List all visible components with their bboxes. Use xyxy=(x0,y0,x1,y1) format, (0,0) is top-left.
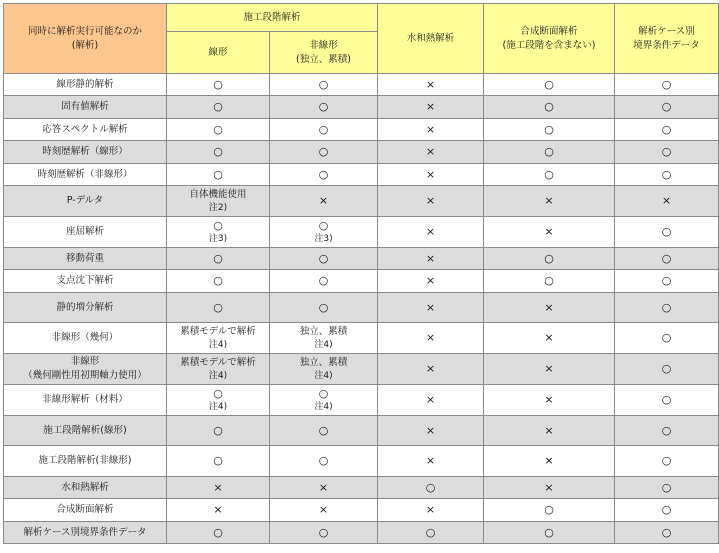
cell-value: ○ xyxy=(544,503,554,516)
cell-value: 独立、累積 xyxy=(299,325,348,337)
linear-cell xyxy=(167,477,270,499)
case-boundary-cell xyxy=(615,164,719,186)
nonlinear-cell xyxy=(270,385,378,416)
cell-value: ○ xyxy=(661,480,672,494)
cell-value: ○ xyxy=(318,77,329,91)
hydration-cell xyxy=(378,499,484,522)
case-boundary-cell xyxy=(615,119,719,141)
case-boundary-cell xyxy=(615,477,719,499)
cell-value: ○ xyxy=(213,386,223,400)
case-boundary-cell xyxy=(615,354,719,385)
cell-value: × xyxy=(544,331,554,344)
cell-value: × xyxy=(425,454,436,467)
composite-cell xyxy=(484,385,615,416)
row-label xyxy=(4,385,167,416)
row-label xyxy=(4,446,167,477)
hydration-cell xyxy=(378,522,484,544)
case-boundary-cell xyxy=(615,499,719,522)
row-label-line: 移動荷重 xyxy=(65,252,104,264)
cell-value: 独立、累積 xyxy=(299,356,348,368)
row-label-line: 非線形 xyxy=(70,356,100,367)
cell-value: ○ xyxy=(318,145,329,158)
cell-value: ○ xyxy=(213,145,223,158)
composite-cell xyxy=(484,323,615,354)
row-label xyxy=(4,186,167,217)
hydration-cell xyxy=(378,323,484,354)
table-row xyxy=(4,499,719,522)
table-row xyxy=(4,141,719,164)
hydration-cell xyxy=(378,446,484,477)
row-label xyxy=(4,248,167,270)
cell-value: ○ xyxy=(544,100,554,113)
cell-value: × xyxy=(544,225,554,238)
cell-value: ○ xyxy=(661,100,672,113)
cell-value: ○ xyxy=(661,167,672,181)
hydration-cell xyxy=(378,217,484,248)
cell-value: ○ xyxy=(661,145,672,158)
row-label-line: 非線形（幾何） xyxy=(51,332,119,343)
cell-value: ○ xyxy=(661,300,672,314)
composite-cell xyxy=(484,270,615,293)
note-ref: 注4) xyxy=(208,401,228,412)
cell-value: × xyxy=(544,480,554,494)
hydration-cell xyxy=(378,270,484,293)
cell-value: ○ xyxy=(661,225,672,238)
nonlinear-subheader-line1: 非線形 xyxy=(309,39,338,51)
cell-value: × xyxy=(544,194,554,207)
composite-cell xyxy=(484,477,615,499)
note-ref: 注4) xyxy=(314,370,333,381)
hydration-cell xyxy=(378,293,484,323)
hydration-cell xyxy=(378,96,484,119)
row-label-line: 施工段階解析(線形) xyxy=(43,424,127,436)
row-label-line: 解析ケース別境界条件データ xyxy=(23,526,147,538)
row-label-line: P-デルタ xyxy=(66,195,104,206)
cell-value: 累積モデルで解析 xyxy=(180,325,256,337)
linear-cell xyxy=(167,270,270,293)
table-row xyxy=(4,385,719,416)
cell-value: × xyxy=(544,454,554,467)
cell-value: ○ xyxy=(318,454,329,467)
nonlinear-cell xyxy=(270,354,378,385)
nonlinear-cell xyxy=(270,186,378,217)
row-label xyxy=(4,217,167,248)
table-row xyxy=(4,446,719,477)
cell-value: ○ xyxy=(661,362,672,375)
composite-cell xyxy=(484,96,615,119)
cell-value: 自体機能使用 xyxy=(189,188,247,200)
cell-value: × xyxy=(425,331,436,344)
composite-cell xyxy=(484,416,615,446)
hydration-cell xyxy=(378,164,484,186)
cell-value: × xyxy=(544,362,554,375)
table-row xyxy=(4,217,719,248)
cell-value: ○ xyxy=(661,525,672,539)
nonlinear-cell xyxy=(270,141,378,164)
linear-cell xyxy=(167,119,270,141)
table-row xyxy=(4,74,719,96)
row-label xyxy=(4,119,167,141)
table-row xyxy=(4,186,719,217)
cell-value: ○ xyxy=(544,145,554,158)
row-label xyxy=(4,416,167,446)
corner-header-line1: 同時に解析実行可能なのか xyxy=(27,25,142,37)
case-boundary-header-line2: 境界条件データ xyxy=(633,39,700,51)
cell-value: ○ xyxy=(213,525,223,539)
row-label xyxy=(4,354,167,385)
case-boundary-header xyxy=(615,4,719,74)
linear-cell xyxy=(167,74,270,96)
cell-value: × xyxy=(425,122,436,136)
cell-value: × xyxy=(425,503,436,516)
nonlinear-cell xyxy=(270,248,378,270)
row-label-line: 静的増分解析 xyxy=(56,301,114,313)
case-boundary-cell xyxy=(615,74,719,96)
row-label-line: 時刻歴解析（非線形） xyxy=(37,168,133,180)
composite-section-header xyxy=(484,4,615,74)
cell-value: ○ xyxy=(318,167,329,181)
hydration-cell xyxy=(378,416,484,446)
compatibility-table xyxy=(3,3,719,544)
linear-cell xyxy=(167,248,270,270)
cell-value: × xyxy=(425,225,436,238)
case-boundary-cell xyxy=(615,385,719,416)
cell-value: ○ xyxy=(661,274,672,287)
nonlinear-cell xyxy=(270,164,378,186)
nonlinear-cell xyxy=(270,416,378,446)
case-boundary-cell xyxy=(615,522,719,544)
cell-value: × xyxy=(425,362,436,375)
composite-cell xyxy=(484,119,615,141)
row-label xyxy=(4,323,167,354)
cell-value: ○ xyxy=(425,525,436,539)
cell-value: ○ xyxy=(544,525,554,539)
case-boundary-cell xyxy=(615,270,719,293)
cell-value: ○ xyxy=(661,454,672,467)
row-label xyxy=(4,270,167,293)
nonlinear-cell xyxy=(270,293,378,323)
cell-value: × xyxy=(318,503,329,516)
nonlinear-cell xyxy=(270,96,378,119)
cell-value: × xyxy=(661,194,672,207)
composite-cell xyxy=(484,354,615,385)
composite-cell xyxy=(484,74,615,96)
table-row xyxy=(4,416,719,446)
table-row xyxy=(4,270,719,293)
cell-value: × xyxy=(213,503,223,516)
case-boundary-header-line1: 解析ケース別 xyxy=(638,25,695,37)
cell-value: × xyxy=(425,167,436,181)
nonlinear-cell xyxy=(270,499,378,522)
construction-stage-header: 施工段階解析 xyxy=(167,4,378,32)
linear-cell xyxy=(167,293,270,323)
nonlinear-subheader xyxy=(270,32,378,74)
table-row xyxy=(4,164,719,186)
cell-value: ○ xyxy=(425,480,436,494)
nonlinear-cell xyxy=(270,270,378,293)
case-boundary-cell xyxy=(615,217,719,248)
cell-value: ○ xyxy=(318,525,329,539)
cell-value: × xyxy=(544,423,554,437)
linear-cell xyxy=(167,499,270,522)
note-ref: 注4) xyxy=(314,401,333,412)
cell-value: ○ xyxy=(661,122,672,136)
linear-cell xyxy=(167,186,270,217)
row-label xyxy=(4,477,167,499)
composite-cell xyxy=(484,446,615,477)
case-boundary-cell xyxy=(615,141,719,164)
table-row xyxy=(4,354,719,385)
table-row xyxy=(4,96,719,119)
hydration-cell xyxy=(378,477,484,499)
cell-value: × xyxy=(425,145,436,158)
hydration-cell xyxy=(378,141,484,164)
row-label-line: 応答スペクトル解析 xyxy=(42,123,128,135)
composite-cell xyxy=(484,248,615,270)
table-row xyxy=(4,522,719,544)
row-label-line: 支点沈下解析 xyxy=(56,275,114,286)
row-label-line: 施工段階解析(非線形) xyxy=(38,455,132,466)
cell-value: ○ xyxy=(318,122,329,136)
cell-value: × xyxy=(544,300,554,314)
cell-value: ○ xyxy=(213,218,223,232)
cell-value: × xyxy=(425,393,436,406)
table-row xyxy=(4,477,719,499)
row-label-line: （幾何剛性用初期軸力使用） xyxy=(23,370,147,381)
cell-value: ○ xyxy=(213,274,223,287)
cell-value: × xyxy=(544,393,554,406)
composite-cell xyxy=(484,499,615,522)
cell-value: × xyxy=(425,423,436,437)
cell-value: ○ xyxy=(661,251,672,265)
composite-cell xyxy=(484,522,615,544)
linear-cell xyxy=(167,522,270,544)
nonlinear-subheader-line2: (独立、累積) xyxy=(296,53,351,65)
nonlinear-cell xyxy=(270,323,378,354)
cell-value: ○ xyxy=(661,77,672,91)
composite-cell xyxy=(484,186,615,217)
nonlinear-cell xyxy=(270,74,378,96)
row-label-line: 合成断面解析 xyxy=(56,504,114,515)
nonlinear-cell xyxy=(270,477,378,499)
cell-value: ○ xyxy=(318,100,329,113)
composite-header-line1: 合成断面解析 xyxy=(520,25,578,37)
row-label xyxy=(4,96,167,119)
note-ref: 注4) xyxy=(314,339,333,350)
cell-value: ○ xyxy=(213,77,223,91)
row-label-line: 時刻歴解析（線形） xyxy=(42,146,128,157)
row-label xyxy=(4,293,167,323)
composite-cell xyxy=(484,217,615,248)
row-label-line: 水和熱解析 xyxy=(61,481,109,493)
cell-value: ○ xyxy=(318,274,329,287)
note-ref: 注2) xyxy=(208,202,228,213)
row-label xyxy=(4,522,167,544)
hydration-cell xyxy=(378,248,484,270)
cell-value: × xyxy=(213,480,223,494)
linear-cell xyxy=(167,446,270,477)
note-ref: 注4) xyxy=(208,370,228,381)
cell-value: × xyxy=(425,77,436,91)
cell-value: ○ xyxy=(544,251,554,265)
composite-cell xyxy=(484,293,615,323)
linear-cell xyxy=(167,354,270,385)
cell-value: ○ xyxy=(318,300,329,314)
cell-value: ○ xyxy=(661,503,672,516)
cell-value: × xyxy=(425,194,436,207)
cell-value: ○ xyxy=(544,274,554,287)
corner-header-line2: (解析) xyxy=(71,39,99,51)
cell-value: ○ xyxy=(213,251,223,265)
cell-value: 累積モデルで解析 xyxy=(180,356,256,368)
linear-subheader: 線形 xyxy=(167,32,270,74)
row-label xyxy=(4,141,167,164)
row-label-line: 線形静的解析 xyxy=(56,78,114,90)
linear-cell xyxy=(167,96,270,119)
cell-value: × xyxy=(425,274,436,287)
nonlinear-cell xyxy=(270,119,378,141)
hydration-cell xyxy=(378,119,484,141)
linear-cell xyxy=(167,416,270,446)
cell-value: ○ xyxy=(213,122,223,136)
note-ref: 注3) xyxy=(314,233,333,244)
case-boundary-cell xyxy=(615,186,719,217)
hydration-header: 水和熱解析 xyxy=(378,4,484,74)
row-label-line: 固有値解析 xyxy=(61,101,109,112)
row-label-line: 非線形解析（材料） xyxy=(42,394,128,405)
row-label xyxy=(4,74,167,96)
cell-value: ○ xyxy=(213,167,223,181)
cell-value: ○ xyxy=(318,423,329,437)
table-row xyxy=(4,293,719,323)
note-ref: 注3) xyxy=(208,233,228,244)
composite-cell xyxy=(484,141,615,164)
case-boundary-cell xyxy=(615,293,719,323)
table-row xyxy=(4,119,719,141)
linear-cell xyxy=(167,141,270,164)
cell-value: × xyxy=(318,194,329,207)
nonlinear-cell xyxy=(270,522,378,544)
cell-value: × xyxy=(425,300,436,314)
hydration-cell xyxy=(378,186,484,217)
cell-value: ○ xyxy=(544,77,554,91)
nonlinear-cell xyxy=(270,217,378,248)
cell-value: ○ xyxy=(544,167,554,181)
nonlinear-cell xyxy=(270,446,378,477)
case-boundary-cell xyxy=(615,446,719,477)
row-label xyxy=(4,499,167,522)
composite-header-line2: (施工段階を含まない) xyxy=(502,39,596,51)
cell-value: ○ xyxy=(661,331,672,344)
cell-value: ○ xyxy=(661,393,672,406)
cell-value: ○ xyxy=(318,386,329,400)
linear-cell xyxy=(167,217,270,248)
case-boundary-cell xyxy=(615,323,719,354)
table-row xyxy=(4,323,719,354)
cell-value: ○ xyxy=(661,423,672,437)
cell-value: ○ xyxy=(213,423,223,437)
cell-value: ○ xyxy=(318,251,329,265)
row-label xyxy=(4,164,167,186)
case-boundary-cell xyxy=(615,416,719,446)
hydration-cell xyxy=(378,354,484,385)
composite-cell xyxy=(484,164,615,186)
cell-value: ○ xyxy=(213,300,223,314)
hydration-cell xyxy=(378,385,484,416)
linear-cell xyxy=(167,323,270,354)
cell-value: × xyxy=(425,251,436,265)
cell-value: × xyxy=(318,480,329,494)
cell-value: ○ xyxy=(213,454,223,467)
linear-cell xyxy=(167,385,270,416)
table-row xyxy=(4,248,719,270)
cell-value: ○ xyxy=(544,122,554,136)
row-label-line: 座屈解析 xyxy=(65,226,104,237)
cell-value: ○ xyxy=(213,100,223,113)
corner-header xyxy=(4,4,167,74)
hydration-cell xyxy=(378,74,484,96)
case-boundary-cell xyxy=(615,248,719,270)
note-ref: 注4) xyxy=(208,339,228,350)
cell-value: ○ xyxy=(318,218,329,232)
linear-cell xyxy=(167,164,270,186)
case-boundary-cell xyxy=(615,96,719,119)
cell-value: × xyxy=(425,100,436,113)
